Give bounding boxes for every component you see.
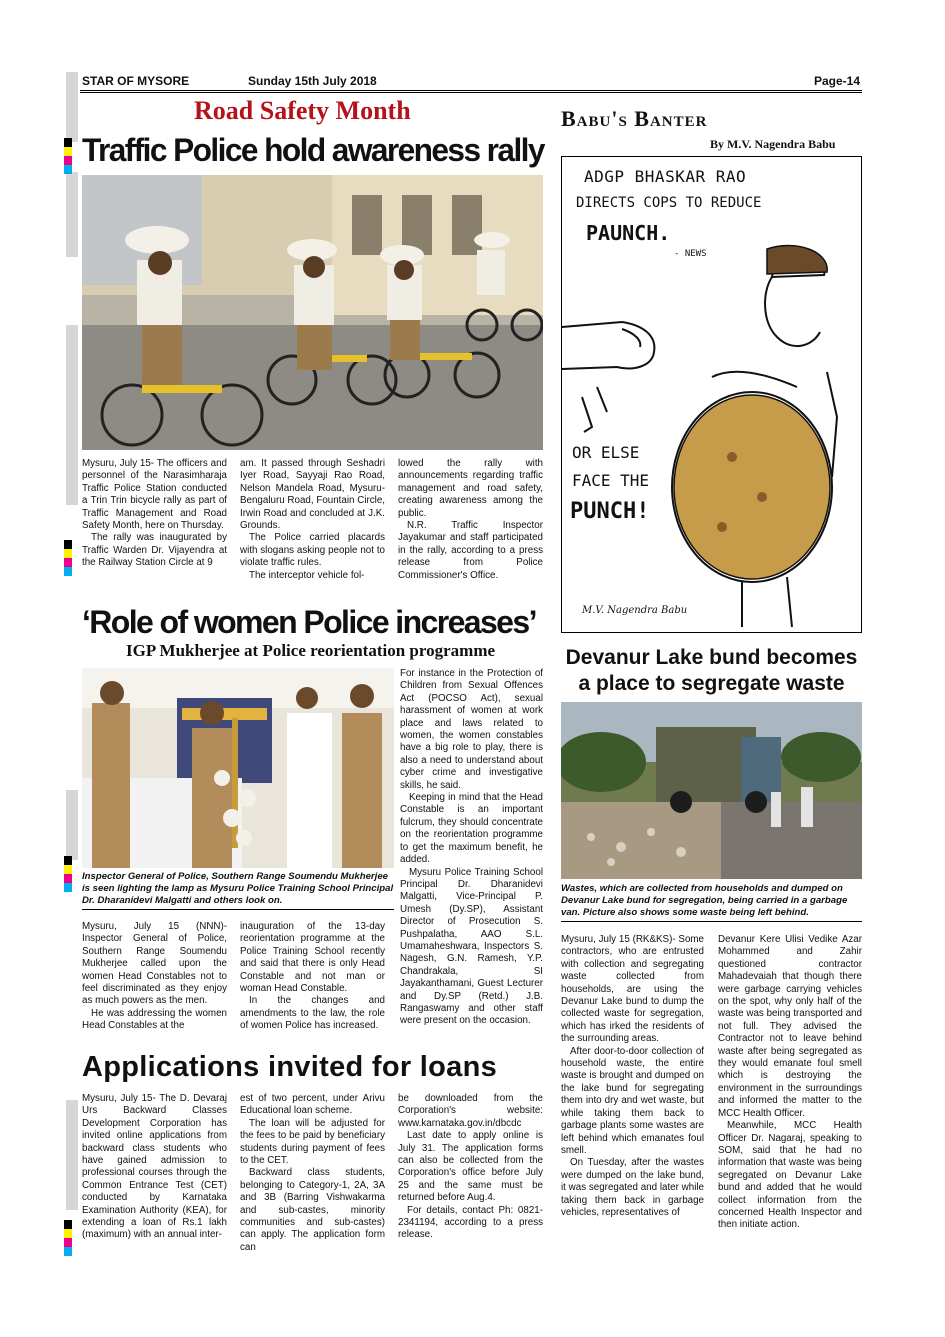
article3-paragraph: On Tuesday, after the wastes were dumped on the lake bund, it was segregated and later while taking them back in garbage vehicles, representatives of (561, 1157, 704, 1218)
article3-paragraph: Devanur Kere Ulisi Vedike Azar Mohammed and Zahir questioned contractor Mahadevaiah that though there were garbage carrying vehicles on the spot, why only half of the waste was being transported and not full. They advised the Contractor not to leave behind waste after being segregated as they would emanate foul smell which is destroying the environment in the surroundings and informed the matter to the MCC Health Officer. (718, 934, 862, 1119)
garbage-van-illustration (561, 702, 862, 879)
margin-strip (66, 1100, 78, 1210)
article4-paragraph: For details, contact Ph: 0821-2341194, according to a press release. (398, 1204, 543, 1241)
headline-loans: Applications invited for loans (82, 1051, 498, 1083)
women-police-caption: Inspector General of Police, Southern Range Soumendu Mukherjee is seen lighting the lamp as Mysuru Police Training School Principal Dr. Dharanidevi Malgatti and others look on. (82, 871, 394, 910)
header-rule-2 (80, 92, 862, 93)
article2-paragraph: He was addressing the women Head Constables at the (82, 1007, 227, 1032)
article2-col2 (240, 921, 385, 1033)
article1-col1 (82, 458, 227, 570)
article3-col2 (718, 934, 862, 1232)
header-rule (80, 90, 862, 91)
article3-paragraph: Meanwhile, MCC Health Officer Dr. Nagaraj, speaking to SOM, said that he had no information that waste was being segregated on Devanur Lake bund and added that he would collect information from the concerned Health Inspector and then initiate action. (718, 1120, 862, 1231)
cartoon-byline: By M.V. Nagendra Babu (710, 137, 836, 151)
article4-paragraph: Backward class students, belonging to Category-1, 2A, 3A and 3B (Barring Vishwakarma and sub-castes, minority communities and sub-castes) can apply. The application form can (240, 1167, 385, 1253)
article1-col3 (398, 458, 543, 582)
cartoon-caption-line2: DIRECTS COPS TO REDUCE (576, 195, 762, 211)
cartoon-signature: M.V. Nagendra Babu (582, 605, 688, 616)
article1-col2 (240, 458, 385, 582)
bicycle-rally-photo (82, 175, 543, 450)
article3-paragraph: Mysuru, July 15 (RK&KS)- Some contractors, who are entrusted with collection and segregating waste collected from households, are using the Devanur Lake bund to dump the collected waste for segregation, which has irked the residents of the surrounding areas. (561, 934, 704, 1045)
lamp-lighting-illustration (82, 668, 394, 868)
registration-marks (64, 138, 72, 174)
cartoon-news-tag: - NEWS (674, 249, 707, 259)
article4-paragraph: est of two percent, under Arivu Educational loan scheme. (240, 1093, 385, 1117)
devanur-headline-line2: a place to segregate waste (578, 672, 845, 695)
registration-marks (64, 856, 72, 892)
article2-paragraph: For instance in the Protection of Children from Sexual Offences Act (POCSO Act), sexual harassment of women at work place and laws related to women, the women constables have a big role to play, there is also a need to understand about cyber crime and investigative skills, he said. (400, 668, 543, 791)
article1-paragraph: am. It passed through Seshadri Iyer Road, Sayyaji Rao Road, Nelson Mandela Road, Mysuru-Bengaluru Road, Fountain Circle, Irwin Road and concluded at J.K. Grounds. (240, 458, 385, 532)
article2-paragraph: Mysuru, July 15 (NNN)- Inspector General of Police, Southern Range Soumendu Mukherjee called upon the women Head Constables not to feel discriminated as they enjoy as much powers as the men. (82, 921, 227, 1007)
cartoon-frame (561, 156, 862, 633)
article1-paragraph: N.R. Traffic Inspector Jayakumar and staff participated in the rally, according to a press release from Police Commissioner's Office. (398, 520, 543, 581)
cartoon-section-title: Babu's Banter (561, 106, 708, 131)
bicycle-rally-illustration (82, 175, 543, 450)
cartoon-caption-line3: PAUNCH. (586, 221, 671, 245)
article2-paragraph: inauguration of the 13-day reorientation programme at the Police Training School recently and said that there is only Head Constable and not man or woman Head Constable. (240, 921, 385, 995)
headline-traffic-rally: Traffic Police hold awareness rally (82, 132, 544, 168)
article1-paragraph: lowed the rally with announcements regarding traffic management and road safety, creating awareness among the public. (398, 458, 543, 519)
margin-strip (66, 72, 78, 142)
page-number: Page-14 (814, 74, 861, 88)
article4-paragraph: Last date to apply online is July 31. The application forms can also be collected from the Corporation's office before July 25 and the same must be returned before Aug.4. (398, 1130, 543, 1204)
article2-col1 (82, 921, 227, 1033)
cartoon-caption-line1: ADGP BHASKAR RAO (584, 167, 747, 186)
article4-paragraph: be downloaded from the Corporation's website: www.karnataka.gov.in/dbcdc (398, 1093, 543, 1129)
registration-marks (64, 1220, 72, 1256)
article4-paragraph: Mysuru, July 15- The D. Devaraj Urs Backward Classes Development Corporation has invited online applications from backward class students who have gained admission to professional courses through the Common Entrance Test (CET) conducted by Karnataka Examination Authority (KEA), for extending a loan of Rs.1 lakh (maximum) with an annual inter- (82, 1093, 227, 1241)
article4-paragraph: The loan will be adjusted for the fees to be paid by beneficiary students during payment of fees to the CET. (240, 1117, 385, 1167)
article1-paragraph: The interceptor vehicle fol- (249, 569, 365, 581)
cartoon-punch-line2: FACE THE (572, 471, 650, 490)
paper-name: STAR OF MYSORE (82, 74, 190, 88)
margin-strip (66, 325, 78, 505)
article3-paragraph: After door-to-door collection of household waste, the entire waste is brought and dumped on the lake bund for segregating them into dry and wet waste, but while taking them back to garbage plants some wastes are left behind which emanates foul smell. (561, 1045, 704, 1156)
article1-paragraph: The rally was inaugurated by Traffic Warden Dr. Vijayendra at the Railway Station Circle at 9 (82, 532, 227, 569)
devanur-headline (561, 645, 862, 697)
registration-marks (64, 540, 72, 576)
subhead-igp: IGP Mukherjee at Police reorientation programme (126, 641, 496, 660)
kicker-road-safety: Road Safety Month (194, 96, 411, 125)
article2-paragraph: Mysuru Police Training School Principal Dr. Dharanidevi Malgatti, Vice-Principal P. Umesh (Dy.SP), Assistant Director of Prosecution S. Pushpalatha, AAO S.L. Umamaheshwara, Inspectors S. Nagesh, G.N. Ramesh, Y.P. Chandrakala, SI Jayakanthamani, Guest Lecturer and Dy.SP (Retd.) J.B. Rangaswamy and other staff were present on the occasion. (400, 866, 543, 1027)
article4-col1 (82, 1093, 227, 1242)
article2-paragraph: In the changes and amendments to the law, the role of women Police has increased. (240, 995, 385, 1032)
garbage-van-photo (561, 702, 862, 879)
devanur-caption: Wastes, which are collected from households and dumped on Devanur Lake bund for segregation, being carried in a garbage van. Picture also shows some waste being left behind. (561, 883, 862, 922)
margin-strip (66, 172, 78, 257)
issue-date: Sunday 15th July 2018 (248, 74, 377, 88)
lamp-lighting-photo (82, 668, 394, 868)
article2-paragraph: Keeping in mind that the Head Constable is an important fulcrum, they should concentrate on the reorientation programme to get the maximum benefit, he added. (400, 792, 543, 866)
devanur-headline-line1: Devanur Lake bund becomes (565, 646, 858, 669)
headline-women-police: ‘Role of women Police increases’ (82, 604, 536, 640)
article3-col1 (561, 934, 704, 1219)
article1-paragraph: Mysuru, July 15- The officers and personnel of the Narasimharaja Traffic Police Station conducted a Trin Trin bicycle rally as part of Traffic Management and Road Safety Month, here on Thursday. (82, 458, 227, 532)
cartoon-punch-line3: PUNCH! (570, 499, 650, 524)
article2-col3 (400, 668, 543, 1028)
cartoon-punch-line1: OR ELSE (572, 443, 640, 462)
article1-paragraph: The Police carried placards with slogans asking people not to violate traffic rules. (240, 532, 385, 569)
article4-col2 (240, 1093, 385, 1254)
margin-strip (66, 790, 78, 860)
article4-col3 (398, 1093, 543, 1242)
